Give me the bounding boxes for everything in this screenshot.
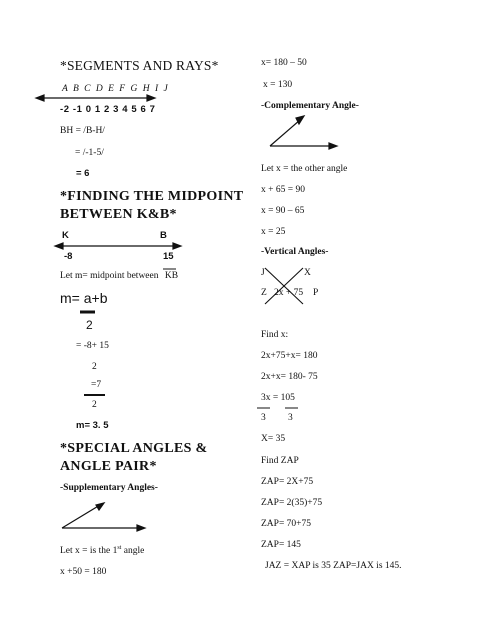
let-x-pre: Let x = is the 1 bbox=[60, 546, 118, 557]
comp-equation-2: x = 90 – 65 bbox=[261, 206, 305, 216]
comp-equation-1: x + 65 = 90 bbox=[261, 185, 305, 195]
vertical-angles-diagram bbox=[265, 268, 303, 304]
vert-den-a: 3 bbox=[261, 413, 266, 423]
final-statement: JAZ = XAP is 35 ZAP=JAX is 145. bbox=[265, 561, 402, 571]
complementary-label: -Complementary Angle- bbox=[261, 101, 359, 111]
supp-equation-3: x = 130 bbox=[263, 80, 293, 90]
value-k: -8 bbox=[64, 251, 73, 262]
number-labels: -2 -1 0 1 2 3 4 5 6 7 bbox=[60, 104, 156, 115]
supplementary-label: -Supplementary Angles- bbox=[60, 483, 158, 493]
let-other-angle: Let x = the other angle bbox=[261, 164, 348, 174]
complementary-angle-diagram bbox=[270, 116, 337, 149]
step1-denominator: 2 bbox=[92, 362, 97, 372]
label-x: X bbox=[304, 268, 311, 278]
number-line-1 bbox=[36, 95, 155, 101]
let-x-post: angle bbox=[121, 546, 145, 557]
value-b: 15 bbox=[163, 251, 174, 262]
zap-equation-1: ZAP= 2X+75 bbox=[261, 477, 314, 487]
heading-midpoint-2: BETWEEN K&B* bbox=[60, 207, 177, 222]
number-line-kb bbox=[55, 243, 181, 249]
label-p: P bbox=[313, 288, 319, 298]
step1-numerator: = -8+ 15 bbox=[76, 341, 109, 351]
point-letters: A B C D E F G H I J bbox=[62, 84, 170, 94]
label-z: Z bbox=[261, 288, 267, 298]
midpoint-definition bbox=[60, 271, 178, 281]
label-k: K bbox=[62, 230, 69, 241]
bh-line-1: BH = /B-H/ bbox=[60, 126, 105, 136]
midpoint-text: Let m= midpoint between bbox=[60, 271, 159, 281]
vert-equation-2: 2x+x= 180- 75 bbox=[261, 372, 318, 382]
heading-segments-rays: *SEGMENTS AND RAYS* bbox=[60, 58, 219, 73]
vertical-angles-label: -Vertical Angles- bbox=[261, 247, 329, 257]
vert-equation-4: X= 35 bbox=[261, 434, 286, 444]
heading-special-angles-1: *SPECIAL ANGLES & bbox=[60, 441, 208, 456]
vert-equation-1: 2x+75+x= 180 bbox=[261, 351, 318, 361]
kb-label: KB bbox=[164, 271, 179, 281]
comp-equation-3: x = 25 bbox=[261, 227, 286, 237]
label-j: J bbox=[261, 268, 265, 278]
heading-special-angles-2: ANGLE PAIR* bbox=[60, 459, 157, 474]
label-2x75: 2x + 75 bbox=[274, 288, 304, 298]
label-b: B bbox=[160, 230, 167, 241]
find-zap: Find ZAP bbox=[261, 456, 299, 466]
find-x: Find x: bbox=[261, 330, 289, 340]
step2-denominator: 2 bbox=[92, 400, 97, 410]
zap-equation-4: ZAP= 145 bbox=[261, 540, 301, 550]
supplementary-angle-diagram bbox=[62, 503, 145, 531]
vert-equation-3: 3x = 105 bbox=[261, 393, 295, 403]
midpoint-formula: m= a+b bbox=[60, 290, 108, 306]
let-x-sup: st bbox=[117, 545, 122, 551]
vert-den-b: 3 bbox=[288, 413, 293, 423]
bh-line-2: = /-1-5/ bbox=[75, 148, 104, 158]
bh-line-3: = 6 bbox=[76, 168, 90, 179]
zap-equation-3: ZAP= 70+75 bbox=[261, 519, 312, 529]
step2-bar bbox=[84, 394, 105, 396]
supp-equation-1: x +50 = 180 bbox=[60, 567, 107, 577]
step2-numerator: =7 bbox=[91, 380, 102, 390]
let-x-line bbox=[60, 545, 144, 556]
zap-equation-2: ZAP= 2(35)+75 bbox=[261, 498, 323, 508]
supp-equation-2: x= 180 – 50 bbox=[261, 58, 307, 68]
heading-midpoint-1: *FINDING THE MIDPOINT bbox=[60, 189, 244, 204]
midpoint-result: m= 3. 5 bbox=[76, 420, 109, 431]
formula-denominator: 2 bbox=[86, 318, 93, 332]
